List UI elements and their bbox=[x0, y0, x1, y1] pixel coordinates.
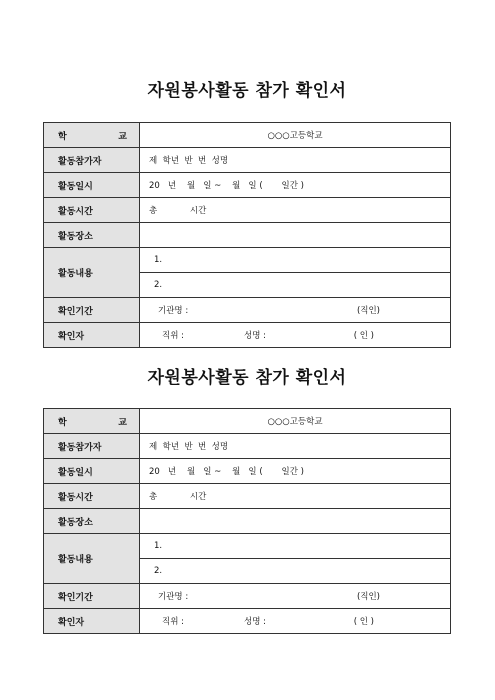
table-row bbox=[44, 534, 451, 559]
form-title: 자원봉사활동 참가 확인서 bbox=[147, 368, 347, 388]
date-label: 활동일시 bbox=[44, 173, 140, 198]
org-label: 확인기간 bbox=[44, 298, 140, 323]
org-value bbox=[140, 298, 451, 323]
hours-unit: 시간 bbox=[189, 492, 207, 502]
org-name-label: 기관명 : bbox=[158, 306, 189, 316]
table-row bbox=[44, 584, 451, 609]
org-name-label: 기관명 : bbox=[158, 592, 189, 602]
content-item: 2. bbox=[140, 559, 451, 584]
table-row bbox=[44, 459, 451, 484]
position-label: 직위 : bbox=[162, 331, 184, 341]
table-row bbox=[44, 609, 451, 634]
table-row bbox=[44, 409, 451, 434]
hours-label: 활동시간 bbox=[44, 484, 140, 509]
confirmation-table bbox=[43, 122, 451, 348]
place-label: 활동장소 bbox=[44, 223, 140, 248]
date-label: 활동일시 bbox=[44, 459, 140, 484]
confirmer-value bbox=[140, 323, 451, 348]
content-label: 활동내용 bbox=[44, 248, 140, 298]
confirmer-value bbox=[140, 609, 451, 634]
confirmer-label: 확인자 bbox=[44, 323, 140, 348]
table-row bbox=[44, 123, 451, 148]
form-title: 자원봉사활동 참가 확인서 bbox=[147, 81, 347, 101]
participant-label: 활동참가자 bbox=[44, 148, 140, 173]
school-label: 학 교 bbox=[44, 409, 140, 434]
name-label: 성명 : bbox=[244, 617, 266, 627]
org-seal: (직인) bbox=[356, 592, 380, 602]
table-row bbox=[44, 484, 451, 509]
table-row bbox=[44, 248, 451, 273]
table-row bbox=[44, 223, 451, 248]
participant-label: 활동참가자 bbox=[44, 434, 140, 459]
place-value bbox=[140, 223, 451, 248]
date-value: 20 년 월 일 ~ 월 일 ( 일간 ) bbox=[140, 173, 451, 198]
hours-prefix: 총 bbox=[149, 492, 158, 502]
place-label: 활동장소 bbox=[44, 509, 140, 534]
table-row bbox=[44, 434, 451, 459]
signature: ( 인 ) bbox=[353, 617, 374, 627]
org-value bbox=[140, 584, 451, 609]
content-item: 1. bbox=[140, 534, 451, 559]
name-label: 성명 : bbox=[244, 331, 266, 341]
table-row bbox=[44, 198, 451, 223]
confirmer-label: 확인자 bbox=[44, 609, 140, 634]
hours-unit: 시간 bbox=[189, 206, 207, 216]
table-row bbox=[44, 509, 451, 534]
school-value: ○○○고등학교 bbox=[140, 409, 451, 434]
table-row bbox=[44, 148, 451, 173]
content-label: 활동내용 bbox=[44, 534, 140, 584]
signature: ( 인 ) bbox=[353, 331, 374, 341]
school-label: 학 교 bbox=[44, 123, 140, 148]
table-row bbox=[44, 298, 451, 323]
hours-prefix: 총 bbox=[149, 206, 158, 216]
table-row bbox=[44, 323, 451, 348]
position-label: 직위 : bbox=[162, 617, 184, 627]
org-label: 확인기간 bbox=[44, 584, 140, 609]
hours-value bbox=[140, 484, 451, 509]
participant-value: 제 학년 반 번 성명 bbox=[140, 434, 451, 459]
org-seal: (직인) bbox=[356, 306, 380, 316]
content-item: 1. bbox=[140, 248, 451, 273]
place-value bbox=[140, 509, 451, 534]
table-row bbox=[44, 173, 451, 198]
participant-value: 제 학년 반 번 성명 bbox=[140, 148, 451, 173]
hours-value bbox=[140, 198, 451, 223]
confirmation-table bbox=[43, 408, 451, 634]
date-value: 20 년 월 일 ~ 월 일 ( 일간 ) bbox=[140, 459, 451, 484]
hours-label: 활동시간 bbox=[44, 198, 140, 223]
content-item: 2. bbox=[140, 273, 451, 298]
school-value: ○○○고등학교 bbox=[140, 123, 451, 148]
